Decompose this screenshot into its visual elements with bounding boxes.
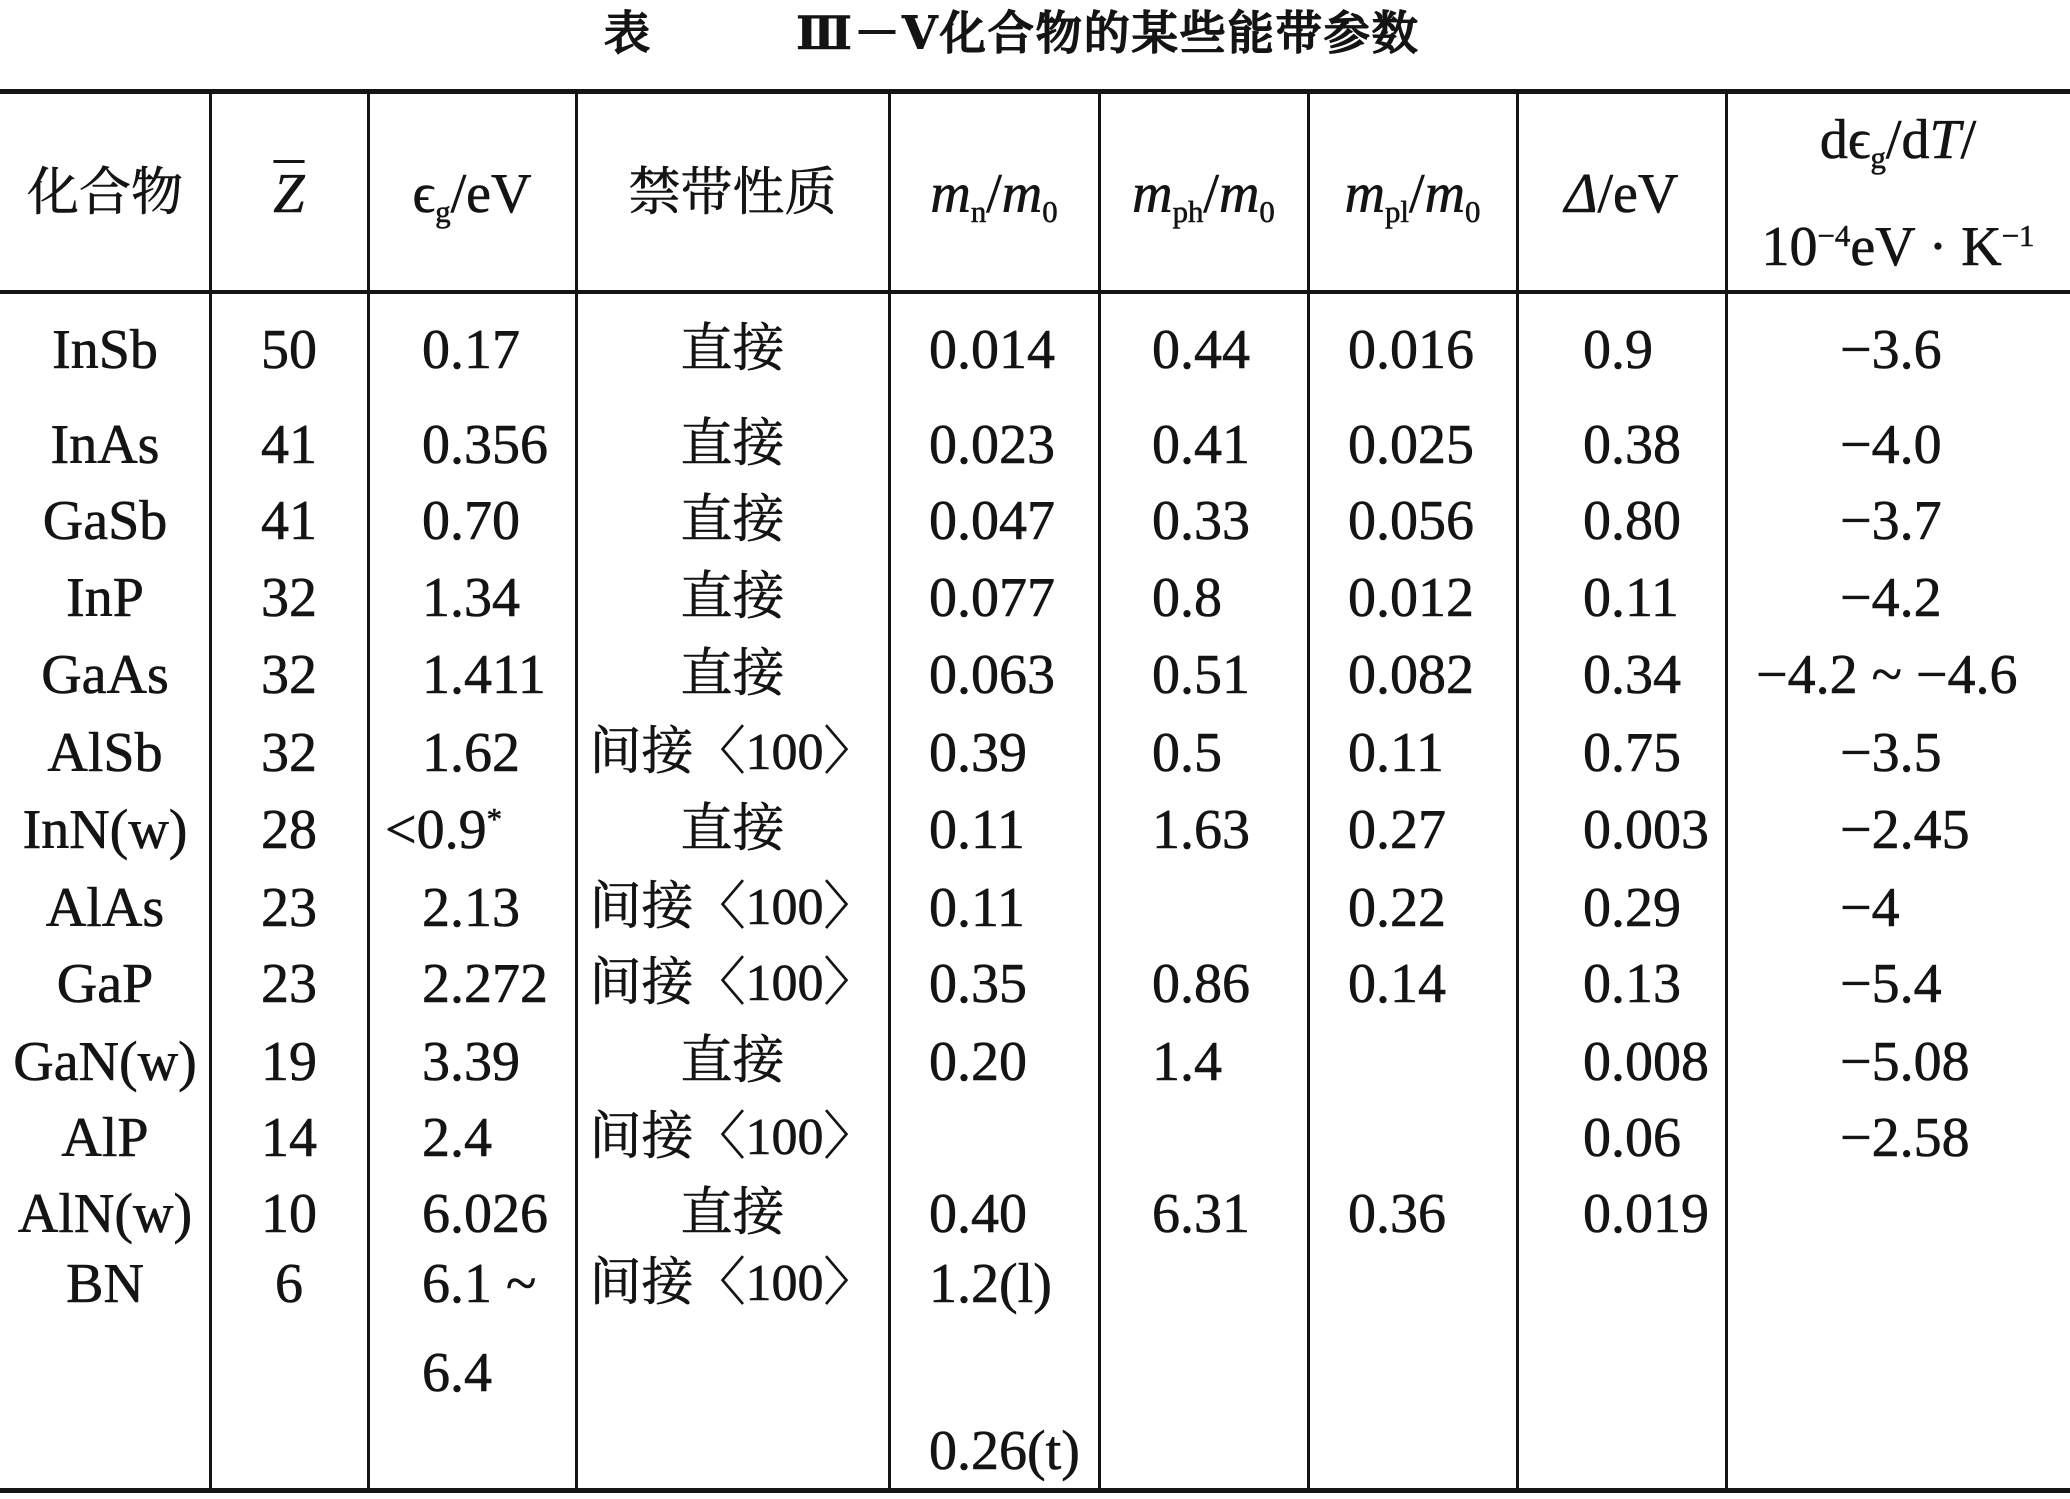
z-cell: 28	[261, 799, 317, 861]
spin-orbit-cell: 0.11	[1583, 567, 1679, 629]
header-dt-sub: g	[1870, 140, 1886, 175]
gap-type-cell: 间接〈100〉	[589, 1109, 876, 1166]
table-title: Ⅲ－Ⅴ化合物的某些能带参数	[796, 8, 1420, 59]
band-gap-cell	[385, 792, 502, 868]
spin-orbit-cell: 0.06	[1583, 1107, 1681, 1169]
table-header-rule	[0, 290, 2070, 294]
table-row-bn	[0, 1246, 2070, 1322]
band-gap-value: <0.9	[385, 799, 487, 861]
electron-mass-cell: 0.11	[929, 799, 1025, 861]
header-dt-unit-exp: −1	[2001, 218, 2035, 253]
gap-type-cell: 直接	[680, 801, 785, 858]
header-mn-sep: /	[986, 163, 1002, 225]
band-gap-cell: 2.4	[422, 1107, 492, 1169]
table-title-label: 表	[604, 8, 652, 59]
electron-mass-cell: 0.047	[929, 490, 1055, 552]
compound-cell: BN	[66, 1253, 144, 1315]
temp-coefficient-cell: −3.7	[1840, 490, 1942, 552]
electron-mass-cell: 0.39	[929, 722, 1027, 784]
band-gap-cell: 1.34	[422, 567, 520, 629]
temp-coefficient-cell: −4.2 ~ −4.6	[1756, 644, 2018, 706]
light-hole-mass-cell: 0.012	[1348, 567, 1474, 629]
heavy-hole-mass-cell: 0.86	[1152, 953, 1250, 1015]
electron-mass-cell-continued: 0.26(t)	[929, 1420, 1080, 1482]
z-cell: 32	[261, 644, 317, 706]
compound-cell: InAs	[50, 414, 160, 476]
compound-cell: InSb	[52, 319, 158, 381]
compound-cell: AlP	[61, 1107, 149, 1169]
temp-coefficient-cell: −4	[1840, 877, 1900, 939]
header-z-symbol: $\overline{Z}$	[273, 163, 305, 225]
band-gap-cell-continued: 6.4	[422, 1342, 492, 1404]
header-mn-m0: m	[1001, 163, 1043, 225]
light-hole-mass-cell: 0.016	[1348, 319, 1474, 381]
z-cell: 10	[261, 1183, 317, 1245]
temp-coefficient-cell: −3.5	[1840, 722, 1942, 784]
gap-type-cell: 直接	[680, 416, 785, 473]
band-gap-footnote-mark: *	[486, 801, 502, 836]
heavy-hole-mass-cell: 0.44	[1152, 319, 1250, 381]
table-row-gasb	[0, 483, 2070, 559]
z-cell: 50	[261, 319, 317, 381]
temp-coefficient-cell: −2.58	[1840, 1107, 1970, 1169]
band-gap-cell: 0.17	[422, 319, 520, 381]
header-dt-d: d	[1819, 109, 1848, 171]
z-cell: 14	[261, 1107, 317, 1169]
table-row-inp	[0, 560, 2070, 636]
spin-orbit-cell: 0.38	[1583, 414, 1681, 476]
gap-type-cell: 直接	[680, 321, 785, 378]
heavy-hole-mass-cell: 0.8	[1152, 567, 1222, 629]
light-hole-mass-cell: 0.025	[1348, 414, 1474, 476]
spin-orbit-cell: 0.80	[1583, 490, 1681, 552]
header-mpl-sub: pl	[1385, 194, 1409, 229]
heavy-hole-mass-cell: 1.63	[1152, 799, 1250, 861]
z-cell: 19	[261, 1031, 317, 1093]
z-cell: 6	[275, 1253, 303, 1315]
band-gap-cell: 2.272	[422, 953, 548, 1015]
electron-mass-cell: 0.35	[929, 953, 1027, 1015]
table-row-bn-continuation	[0, 1335, 2070, 1411]
gap-type-cell: 间接〈100〉	[589, 724, 876, 781]
table-row-alas	[0, 870, 2070, 946]
light-hole-mass-cell: 0.11	[1348, 722, 1444, 784]
compound-cell: GaN(w)	[13, 1031, 197, 1093]
spin-orbit-cell: 0.019	[1583, 1183, 1709, 1245]
spin-orbit-cell: 0.13	[1583, 953, 1681, 1015]
header-dt-base: 10	[1761, 216, 1818, 278]
header-mn-sub0: 0	[1042, 194, 1058, 229]
electron-mass-cell: 0.11	[929, 877, 1025, 939]
z-cell: 32	[261, 722, 317, 784]
header-band-gap-sub: g	[435, 194, 451, 229]
header-dt-unit: eV · K	[1850, 216, 2002, 278]
heavy-hole-mass-cell: 0.5	[1152, 722, 1222, 784]
light-hole-mass-cell: 0.14	[1348, 953, 1446, 1015]
compound-cell: GaSb	[42, 490, 168, 552]
light-hole-mass-cell: 0.27	[1348, 799, 1446, 861]
header-mpl-sep: /	[1409, 163, 1425, 225]
band-gap-cell: 3.39	[422, 1031, 520, 1093]
header-mpl-m0: m	[1424, 163, 1466, 225]
band-gap-cell: 1.62	[422, 722, 520, 784]
compound-cell: InN(w)	[22, 799, 188, 861]
electron-mass-cell: 0.023	[929, 414, 1055, 476]
header-dt-mid: /d	[1885, 109, 1930, 171]
header-mn-sub: n	[970, 194, 987, 229]
header-dt-symbol: ϵ	[1847, 109, 1871, 171]
compound-cell: GaAs	[41, 644, 169, 706]
header-temp-coefficient-line1	[0, 102, 2070, 178]
electron-mass-cell: 0.40	[929, 1183, 1027, 1245]
header-temp-coefficient-line2	[0, 209, 2070, 285]
header-band-gap-unit: /eV	[450, 163, 532, 225]
gap-type-cell: 直接	[680, 1185, 785, 1242]
gap-type-cell: 直接	[680, 492, 785, 549]
header-mn-m: m	[930, 163, 971, 225]
header-dt-T: T	[1929, 109, 1961, 171]
compound-cell: AlSb	[47, 722, 163, 784]
table-top-rule	[0, 89, 2070, 94]
temp-coefficient-cell: −4.0	[1840, 414, 1942, 476]
header-mph-sub: ph	[1172, 194, 1204, 229]
light-hole-mass-cell: 0.082	[1348, 644, 1474, 706]
header-mph-sep: /	[1203, 163, 1219, 225]
table-row-inn-w	[0, 792, 2070, 868]
electron-mass-cell: 1.2(l)	[929, 1253, 1052, 1315]
electron-mass-cell: 0.063	[929, 644, 1055, 706]
spin-orbit-cell: 0.9	[1583, 319, 1653, 381]
header-delta-symbol: Δ	[1564, 163, 1598, 225]
gap-type-cell: 间接〈100〉	[589, 955, 876, 1012]
header-temp-coefficient-expr	[1726, 102, 2070, 178]
table-row-bn-continuation	[0, 1413, 2070, 1489]
heavy-hole-mass-cell: 1.4	[1152, 1031, 1222, 1093]
spin-orbit-cell: 0.008	[1583, 1031, 1709, 1093]
band-gap-cell: 2.13	[422, 877, 520, 939]
table-row-gan-w	[0, 1024, 2070, 1100]
gap-type-cell: 间接〈100〉	[589, 879, 876, 936]
compound-cell: AlN(w)	[17, 1183, 193, 1245]
header-mpl-m: m	[1344, 163, 1386, 225]
heavy-hole-mass-cell: 0.33	[1152, 490, 1250, 552]
table-row-alsb	[0, 715, 2070, 791]
z-cell: 41	[261, 414, 317, 476]
temp-coefficient-cell: −4.2	[1840, 567, 1942, 629]
band-gap-cell: 6.026	[422, 1183, 548, 1245]
light-hole-mass-cell: 0.36	[1348, 1183, 1446, 1245]
z-cell: 23	[261, 877, 317, 939]
table-row-inas	[0, 407, 2070, 483]
band-gap-cell: 6.1 ~	[422, 1253, 537, 1315]
temp-coefficient-cell: −2.45	[1840, 799, 1970, 861]
heavy-hole-mass-cell: 0.51	[1152, 644, 1250, 706]
table-row-gaas	[0, 637, 2070, 713]
gap-type-cell: 直接	[680, 1033, 785, 1090]
heavy-hole-mass-cell: 6.31	[1152, 1183, 1250, 1245]
table-row-alp	[0, 1100, 2070, 1176]
light-hole-mass-cell: 0.22	[1348, 877, 1446, 939]
table-row-aln-w	[0, 1176, 2070, 1252]
header-mph-m: m	[1132, 163, 1173, 225]
gap-type-cell: 直接	[680, 569, 785, 626]
light-hole-mass-cell: 0.056	[1348, 490, 1474, 552]
table-row-gap	[0, 946, 2070, 1022]
z-cell: 23	[261, 953, 317, 1015]
compound-cell: AlAs	[45, 877, 165, 939]
header-band-gap-symbol: ϵ	[412, 163, 436, 225]
electron-mass-cell: 0.014	[929, 319, 1055, 381]
heavy-hole-mass-cell: 0.41	[1152, 414, 1250, 476]
spin-orbit-cell: 0.75	[1583, 722, 1681, 784]
header-temp-coefficient-unit	[1726, 209, 2070, 285]
table-row-insb	[0, 312, 2070, 388]
header-mph-m0: m	[1218, 163, 1260, 225]
header-dt-tail: /	[1960, 109, 1977, 171]
temp-coefficient-cell: −5.4	[1840, 953, 1942, 1015]
spin-orbit-cell: 0.34	[1583, 644, 1681, 706]
header-delta-unit: /eV	[1597, 163, 1679, 225]
band-gap-cell: 0.356	[422, 414, 548, 476]
temp-coefficient-cell: −3.6	[1840, 319, 1942, 381]
z-cell: 41	[261, 490, 317, 552]
header-mph-sub0: 0	[1259, 194, 1275, 229]
electron-mass-cell: 0.077	[929, 567, 1055, 629]
z-cell: 32	[261, 567, 317, 629]
header-dt-exp: −4	[1817, 218, 1851, 253]
header-mpl-sub0: 0	[1465, 194, 1481, 229]
temp-coefficient-cell: −5.08	[1840, 1031, 1970, 1093]
header-gap-type: 禁带性质	[628, 165, 837, 222]
gap-type-cell: 间接〈100〉	[589, 1255, 876, 1312]
electron-mass-cell: 0.20	[929, 1031, 1027, 1093]
header-compound: 化合物	[26, 165, 183, 222]
band-gap-cell: 0.70	[422, 490, 520, 552]
compound-cell: GaP	[56, 953, 154, 1015]
band-gap-cell: 1.411	[422, 644, 546, 706]
compound-cell: InP	[66, 567, 144, 629]
spin-orbit-cell: 0.29	[1583, 877, 1681, 939]
spin-orbit-cell: 0.003	[1583, 799, 1709, 861]
gap-type-cell: 直接	[680, 646, 785, 703]
